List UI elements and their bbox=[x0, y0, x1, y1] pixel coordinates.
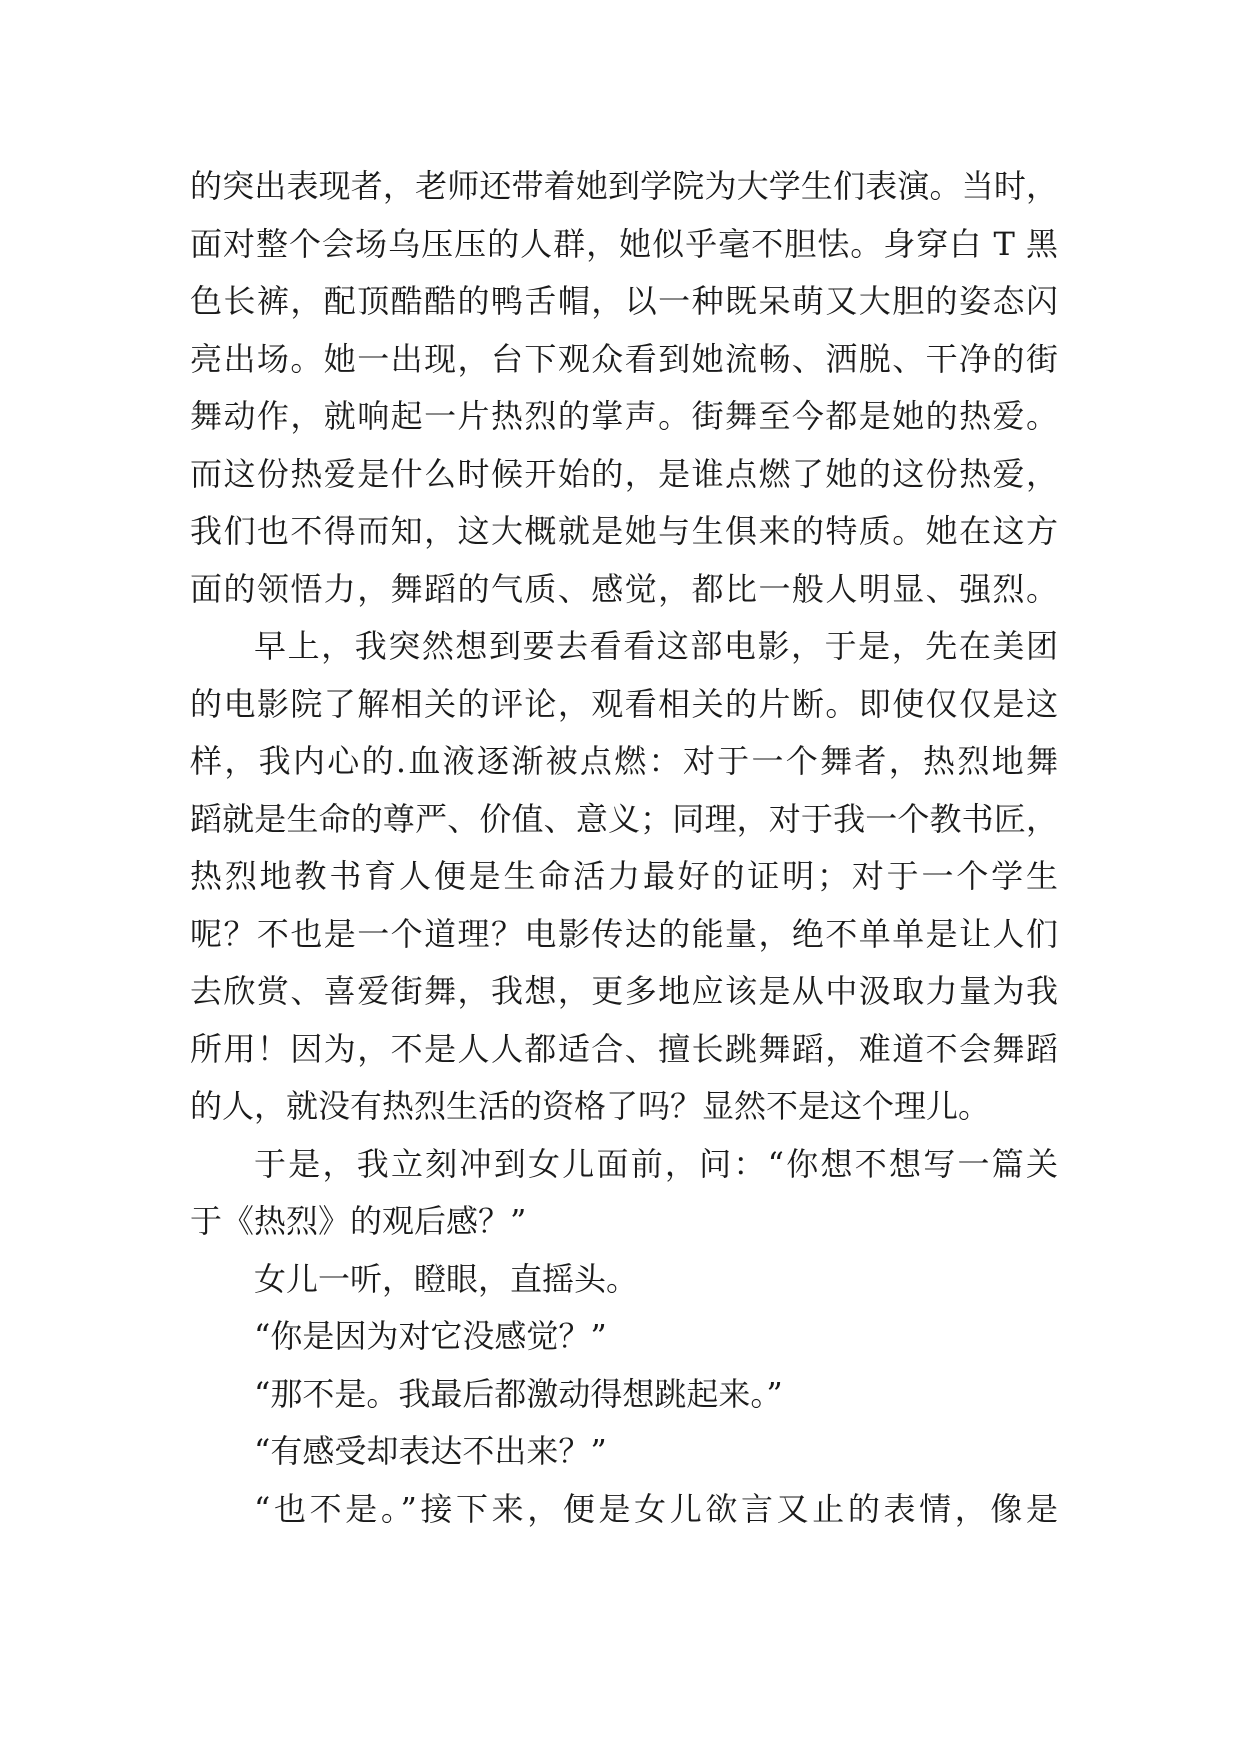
text-line: 舞动作，就响起一片热烈的掌声。街舞至今都是她的热爱。 bbox=[190, 397, 1058, 435]
text-line: 于是，我立刻冲到女儿面前，问：“你想不想写一篇关 bbox=[254, 1144, 1058, 1183]
paragraph-4 bbox=[190, 1251, 1058, 1309]
text-line: 所用！因为，不是人人都适合、擅长跳舞蹈，难道不会舞蹈 bbox=[190, 1029, 1058, 1068]
text-line: “你是因为对它没感觉？” bbox=[254, 1317, 607, 1355]
paragraph-6 bbox=[190, 1366, 1058, 1424]
text-line: “有感受却表达不出来？” bbox=[254, 1432, 607, 1470]
paragraph-3 bbox=[190, 1136, 1058, 1251]
paragraph-1 bbox=[190, 158, 1058, 618]
paragraph-2 bbox=[190, 618, 1058, 1136]
paragraph-7 bbox=[190, 1423, 1058, 1481]
text-line: 呢？不也是一个道理？电影传达的能量，绝不单单是让人们 bbox=[190, 914, 1058, 953]
paragraph-8 bbox=[190, 1481, 1058, 1539]
text-line: 去欣赏、喜爱街舞，我想，更多地应该是从中汲取力量为我 bbox=[190, 972, 1058, 1010]
text-line: 的电影院了解相关的评论，观看相关的片断。即使仅仅是这 bbox=[190, 684, 1058, 723]
text-line: 面对整个会场乌压压的人群，她似乎毫不胆怯。身穿白 T 黑 bbox=[190, 224, 1058, 263]
text-line: 热烈地教书育人便是生命活力最好的证明；对于一个学生 bbox=[190, 857, 1058, 895]
text-line: 而这份热爱是什么时候开始的，是谁点燃了她的这份热爱， bbox=[190, 454, 1058, 493]
text-line: 女儿一听，瞪眼，直摇头。 bbox=[254, 1259, 639, 1298]
paragraph-5 bbox=[190, 1308, 1058, 1366]
text-line: 的人，就没有热烈生活的资格了吗？显然不是这个理儿。 bbox=[190, 1087, 991, 1125]
text-line: 样，我内心的.血液逐渐被点燃：对于一个舞者，热烈地舞 bbox=[190, 742, 1058, 780]
text-line: 早上，我突然想到要去看看这部电影，于是，先在美团 bbox=[254, 627, 1058, 665]
text-line: 蹈就是生命的尊严、价值、意义；同理，对于我一个教书匠， bbox=[190, 799, 1058, 838]
text-line: “也不是。”接下来，便是女儿欲言又止的表情，像是 bbox=[254, 1489, 1058, 1528]
body-text bbox=[190, 158, 1058, 1538]
text-line: 面的领悟力，舞蹈的气质、感觉，都比一般人明显、强烈。 bbox=[190, 569, 1058, 608]
text-line: 我们也不得而知，这大概就是她与生俱来的特质。她在这方 bbox=[190, 512, 1058, 550]
text-line: 于《热烈》的观后感？” bbox=[190, 1202, 527, 1240]
text-line: “那不是。我最后都激动得想跳起来。” bbox=[254, 1374, 783, 1413]
text-line: 的突出表现者，老师还带着她到学院为大学生们表演。当时， bbox=[190, 167, 1058, 205]
text-line: 色长裤，配顶酷酷的鸭舌帽，以一种既呆萌又大胆的姿态闪 bbox=[190, 282, 1058, 320]
text-line: 亮出场。她一出现，台下观众看到她流畅、洒脱、干净的街 bbox=[190, 339, 1058, 378]
